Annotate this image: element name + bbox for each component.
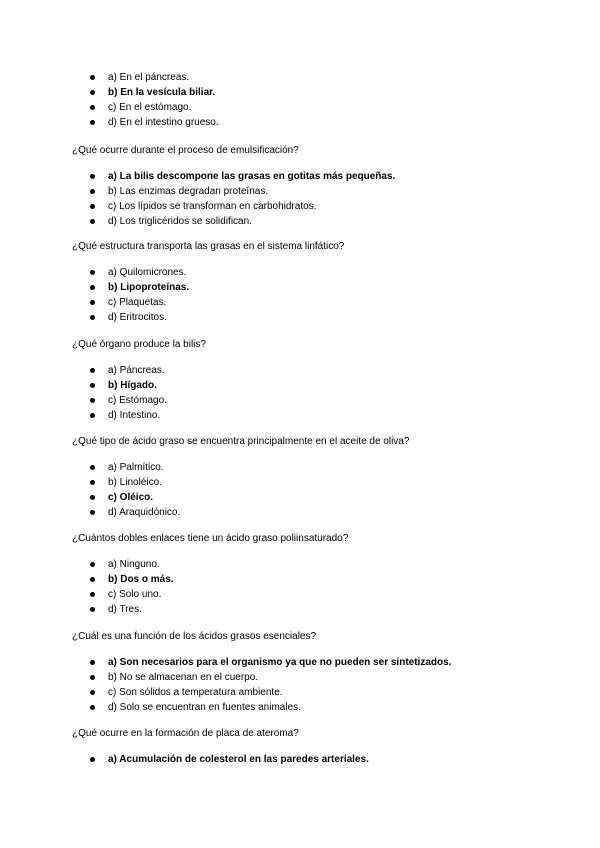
- answer-option-correct: b) Lipoproteínas.: [72, 280, 189, 295]
- answer-option: d) En el intestino grueso.: [72, 115, 219, 130]
- answer-list: [72, 655, 451, 715]
- answer-option-correct: b) Hígado.: [72, 378, 167, 393]
- answer-option: b) Linoléico.: [72, 475, 180, 490]
- answer-option: a) Ninguno.: [72, 557, 174, 572]
- answer-option: b) No se almacenan en el cuerpo.: [72, 670, 451, 685]
- answer-option-correct: b) En la vesícula biliar.: [72, 85, 219, 100]
- question-text: ¿Qué tipo de ácido graso se encuentra principalmente en el aceite de oliva?: [72, 436, 410, 447]
- answer-option-correct: a) Son necesarios para el organismo ya que no pueden ser sintetizados.: [72, 655, 451, 670]
- answer-option: c) Plaquetas.: [72, 295, 189, 310]
- answer-list: [72, 363, 167, 423]
- answer-option: b) Las enzimas degradan proteínas.: [72, 184, 395, 199]
- question-text: ¿Qué estructura transporta las grasas en el sistema linfático?: [72, 241, 345, 252]
- answer-option: d) Los triglicéridos se solidifican.: [72, 214, 395, 229]
- answer-option-correct: b) Dos o más.: [72, 572, 174, 587]
- answer-option: a) En el páncreas.: [72, 70, 219, 85]
- question-text: ¿Qué órgano produce la bilis?: [72, 339, 206, 350]
- answer-option: a) Palmítico.: [72, 460, 180, 475]
- answer-option: d) Solo se encuentran en fuentes animales.: [72, 700, 451, 715]
- answer-option: c) En el estómago.: [72, 100, 219, 115]
- answer-option: c) Los lípidos se transforman en carbohidratos.: [72, 199, 395, 214]
- answer-option: c) Son sólidos a temperatura ambiente.: [72, 685, 451, 700]
- answer-option: d) Intestino.: [72, 408, 167, 423]
- question-text: ¿Qué ocurre durante el proceso de emulsificación?: [72, 145, 299, 156]
- answer-list: [72, 460, 180, 520]
- answer-option: a) Páncreas.: [72, 363, 167, 378]
- question-text: ¿Qué ocurre en la formación de placa de ateroma?: [72, 728, 299, 739]
- answer-list: [72, 70, 219, 130]
- answer-list: [72, 557, 174, 617]
- answer-option-correct: a) Acumulación de colesterol en las paredes arteriales.: [72, 752, 369, 767]
- answer-option: d) Tres.: [72, 602, 174, 617]
- answer-list: [72, 265, 189, 325]
- answer-option: d) Eritrocitos.: [72, 310, 189, 325]
- answer-list: [72, 169, 395, 229]
- answer-option-correct: a) La bilis descompone las grasas en gotitas más pequeñas.: [72, 169, 395, 184]
- answer-option: d) Araquidónico.: [72, 505, 180, 520]
- question-text: ¿Cuántos dobles enlaces tiene un ácido graso poliinsaturado?: [72, 533, 349, 544]
- answer-option: c) Estómago.: [72, 393, 167, 408]
- answer-option: a) Quilomicrones.: [72, 265, 189, 280]
- answer-list: [72, 752, 369, 767]
- answer-option-correct: c) Oléico.: [72, 490, 180, 505]
- answer-option: c) Solo uno.: [72, 587, 174, 602]
- question-text: ¿Cuál es una función de los ácidos grasos esenciales?: [72, 631, 317, 642]
